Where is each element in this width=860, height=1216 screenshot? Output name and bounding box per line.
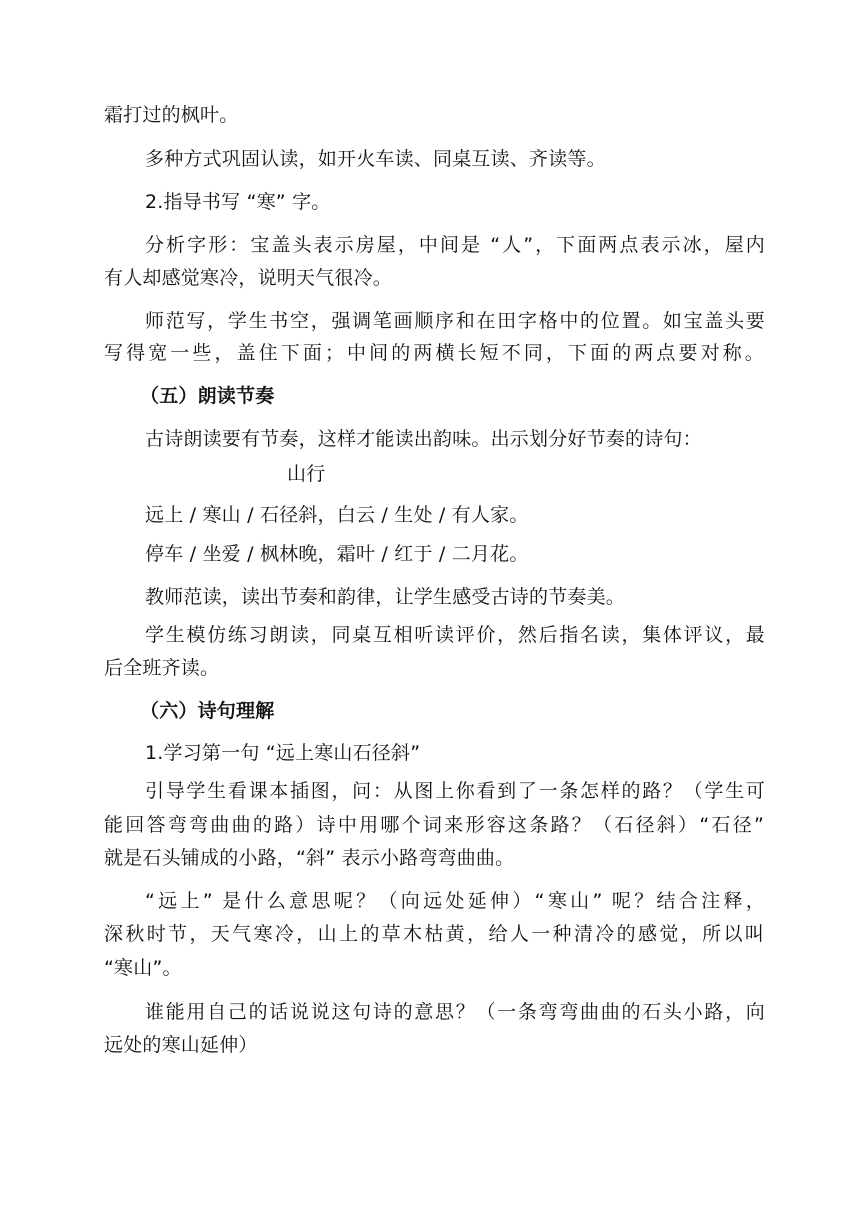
poem-line: 远上 / 寒山 / 石径斜，白云 / 生处 / 有人家。 [145, 504, 529, 526]
text-line: 后全班齐读。 [104, 657, 220, 679]
text-line: “远上” 是什么意思呢？（向远处延伸）“寒山” 呢？结合注释， [145, 890, 765, 912]
text-line: 写得宽一些，盖住下面；中间的两横长短不同，下面的两点要对称。 [104, 342, 764, 364]
text-line: “寒山”。 [104, 957, 182, 979]
text-line: 谁能用自己的话说说这句诗的意思？（一条弯弯曲曲的石头小路，向 [145, 1001, 765, 1023]
text-line: 就是石头铺成的小路，“斜” 表示小路弯弯曲曲。 [104, 847, 515, 869]
text-line: 能回答弯弯曲曲的路）诗中用哪个词来形容这条路？（石径斜）“石径” [104, 814, 764, 836]
text-line: 学生模仿练习朗读，同桌互相听读评价，然后指名读，集体评议，最 [145, 624, 765, 646]
text-line: 古诗朗读要有节奏，这样才能读出韵味。出示划分好节奏的诗句： [145, 428, 702, 450]
text-line: 分析字形：宝盖头表示房屋，中间是 “人”，下面两点表示冰，屋内 [145, 234, 765, 256]
text-line: 引导学生看课本插图，问：从图上你看到了一条怎样的路？（学生可 [145, 780, 765, 802]
section-heading: （六）诗句理解 [140, 700, 275, 722]
section-heading: （五）朗读节奏 [140, 385, 275, 407]
text-line: 有人却感觉寒冷，说明天气很冷。 [104, 267, 393, 289]
text-line: 霜打过的枫叶。 [104, 104, 239, 126]
poem-title: 山行 [287, 463, 326, 485]
text-line: 多种方式巩固认读，如开火车读、同桌互读、齐读等。 [145, 148, 606, 170]
text-line: 师范写，学生书空，强调笔画顺序和在田字格中的位置。如宝盖头要 [145, 310, 765, 332]
list-item-heading: 2.指导书写 “寒” 字。 [145, 191, 331, 213]
text-line: 远处的寒山延伸） [104, 1034, 258, 1056]
list-item-heading: 1.学习第一句 “远上寒山石径斜” [145, 742, 421, 764]
text-line: 深秋时节，天气寒冷，山上的草木枯黄，给人一种清冷的感觉，所以叫 [104, 923, 764, 945]
poem-line: 停车 / 坐爱 / 枫林晚，霜叶 / 红于 / 二月花。 [145, 543, 529, 565]
text-line: 教师范读，读出节奏和韵律，让学生感受古诗的节奏美。 [145, 586, 626, 608]
